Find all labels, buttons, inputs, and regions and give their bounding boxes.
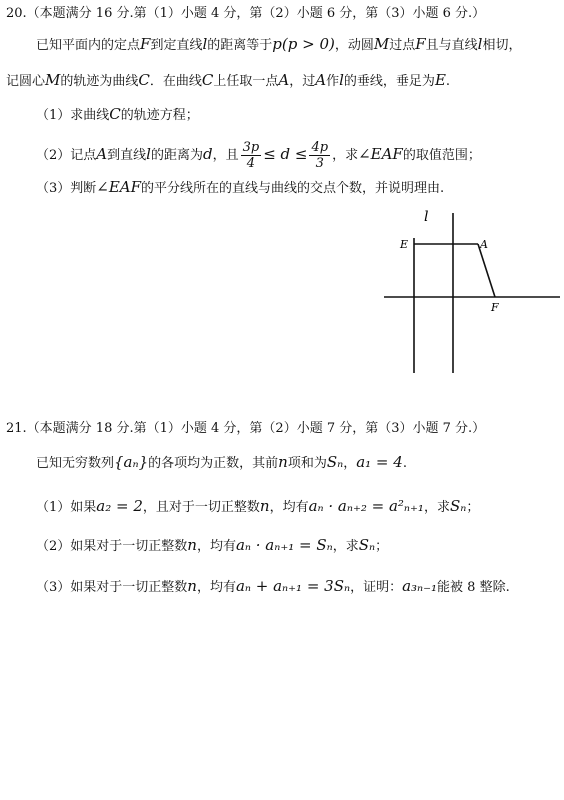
text: 到直线 <box>107 148 147 163</box>
text: 的平分线所在的直线与曲线的交点个数，并说明理由. <box>141 181 445 196</box>
numerator: 4p <box>311 140 329 155</box>
text: ，动圆 <box>334 38 374 53</box>
text: ，且 <box>212 148 239 163</box>
text: 记圆心 <box>6 74 46 89</box>
var-n: n <box>187 536 197 554</box>
line-l: l <box>339 71 344 89</box>
distance-d: d <box>202 145 213 163</box>
center-M: M <box>45 71 61 89</box>
text: 的取值范围； <box>402 148 481 163</box>
point-A: A <box>96 145 108 163</box>
text: ，均有 <box>196 580 236 595</box>
sum-Sn: Sₙ <box>326 453 344 471</box>
text: ．在曲线 <box>149 74 202 89</box>
term-a3n-1: a₃ₙ₋₁ <box>402 577 438 595</box>
curve-C: C <box>109 105 121 123</box>
text: 的距离等于 <box>207 38 273 53</box>
point-F: F <box>415 35 426 53</box>
point-F: F <box>140 35 151 53</box>
text: ， <box>343 456 357 471</box>
text: （2）记点 <box>36 148 97 163</box>
angle-EAF: ∠EAF <box>96 178 142 196</box>
numerator: 3p <box>242 140 260 155</box>
text: 的各项均为正数，其前 <box>148 456 279 471</box>
text: . <box>445 74 451 89</box>
point-E: E <box>434 71 446 89</box>
text: ，求 <box>332 148 359 163</box>
circle-M: M <box>373 35 390 53</box>
q21-part1 <box>36 496 479 518</box>
text: ，过 <box>289 74 316 89</box>
angle-EAF: ∠EAF <box>358 145 403 163</box>
equation: aₙ · aₙ₊₁ = Sₙ <box>235 536 333 554</box>
sum-Sn: Sₙ <box>358 536 376 554</box>
a1-value: a₁ = 4 <box>356 453 403 471</box>
text: （1）求曲线 <box>36 108 110 123</box>
line-l: l <box>146 145 151 163</box>
sum-Sn: Sₙ <box>449 497 467 515</box>
text: 作 <box>326 74 340 89</box>
line-l: l <box>202 35 208 53</box>
point-A: A <box>315 71 327 89</box>
segment-AF <box>478 244 495 297</box>
inequality: ≤ d ≤ <box>263 145 308 163</box>
text: ； <box>466 500 480 515</box>
text: ； <box>375 539 389 554</box>
text: ，均有 <box>196 539 236 554</box>
text: 上任取一点 <box>213 74 279 89</box>
sequence-an: {aₙ} <box>114 453 149 471</box>
curve-C: C <box>138 71 150 89</box>
text: ，求 <box>332 539 359 554</box>
denominator: 4 <box>246 156 256 171</box>
text: 已知平面内的定点 <box>36 38 141 53</box>
text: ，求 <box>423 500 450 515</box>
text: 到定直线 <box>150 38 203 53</box>
a2-value: a₂ = 2 <box>96 497 143 515</box>
distance-condition: p(p > 0) <box>272 35 335 53</box>
text: 已知无穷数列 <box>36 456 115 471</box>
text: 相切， <box>482 38 522 53</box>
q21-header: 21.（本题满分 18 分.第（1）小题 4 分，第（2）小题 7 分，第（3）小题 7 分.） <box>6 421 486 436</box>
q21-part2 <box>36 535 388 557</box>
text: （1）如果 <box>36 500 97 515</box>
line-l: l <box>477 35 483 53</box>
text: 的垂线，垂足为 <box>343 74 435 89</box>
text: 能被 8 整除. <box>437 580 510 595</box>
text: ，均有 <box>269 500 309 515</box>
q21-stem <box>36 452 407 474</box>
var-n: n <box>187 577 197 595</box>
label-A: A <box>480 238 488 251</box>
label-F: F <box>491 301 499 314</box>
q20-header: 20.（本题满分 16 分.第（1）小题 4 分，第（2）小题 6 分，第（3）小题 6 分.） <box>6 6 486 21</box>
label-l: l <box>424 209 429 225</box>
q21-part3 <box>36 576 510 598</box>
text: （3）判断 <box>36 181 97 196</box>
equation: aₙ · aₙ₊₂ = a²ₙ₊₁ <box>308 497 424 515</box>
var-n: n <box>278 453 288 471</box>
label-E: E <box>400 238 409 251</box>
point-A: A <box>278 71 290 89</box>
text: 项和为 <box>287 456 327 471</box>
text: 过点 <box>389 38 416 53</box>
text: 的轨迹方程； <box>120 108 199 123</box>
var-n: n <box>259 497 270 515</box>
curve-C: C <box>201 71 214 89</box>
text: ，且对于一切正整数 <box>142 500 260 515</box>
denominator: 3 <box>315 156 324 171</box>
text: 且与直线 <box>425 38 478 53</box>
text: 的距离为 <box>150 148 203 163</box>
text: ，证明： <box>350 580 403 595</box>
text: . <box>402 456 407 471</box>
text: （2）如果对于一切正整数 <box>36 539 188 554</box>
text: 的轨迹为曲线 <box>60 74 139 89</box>
text: （3）如果对于一切正整数 <box>36 580 188 595</box>
equation: aₙ + aₙ₊₁ = 3Sₙ <box>235 577 351 595</box>
